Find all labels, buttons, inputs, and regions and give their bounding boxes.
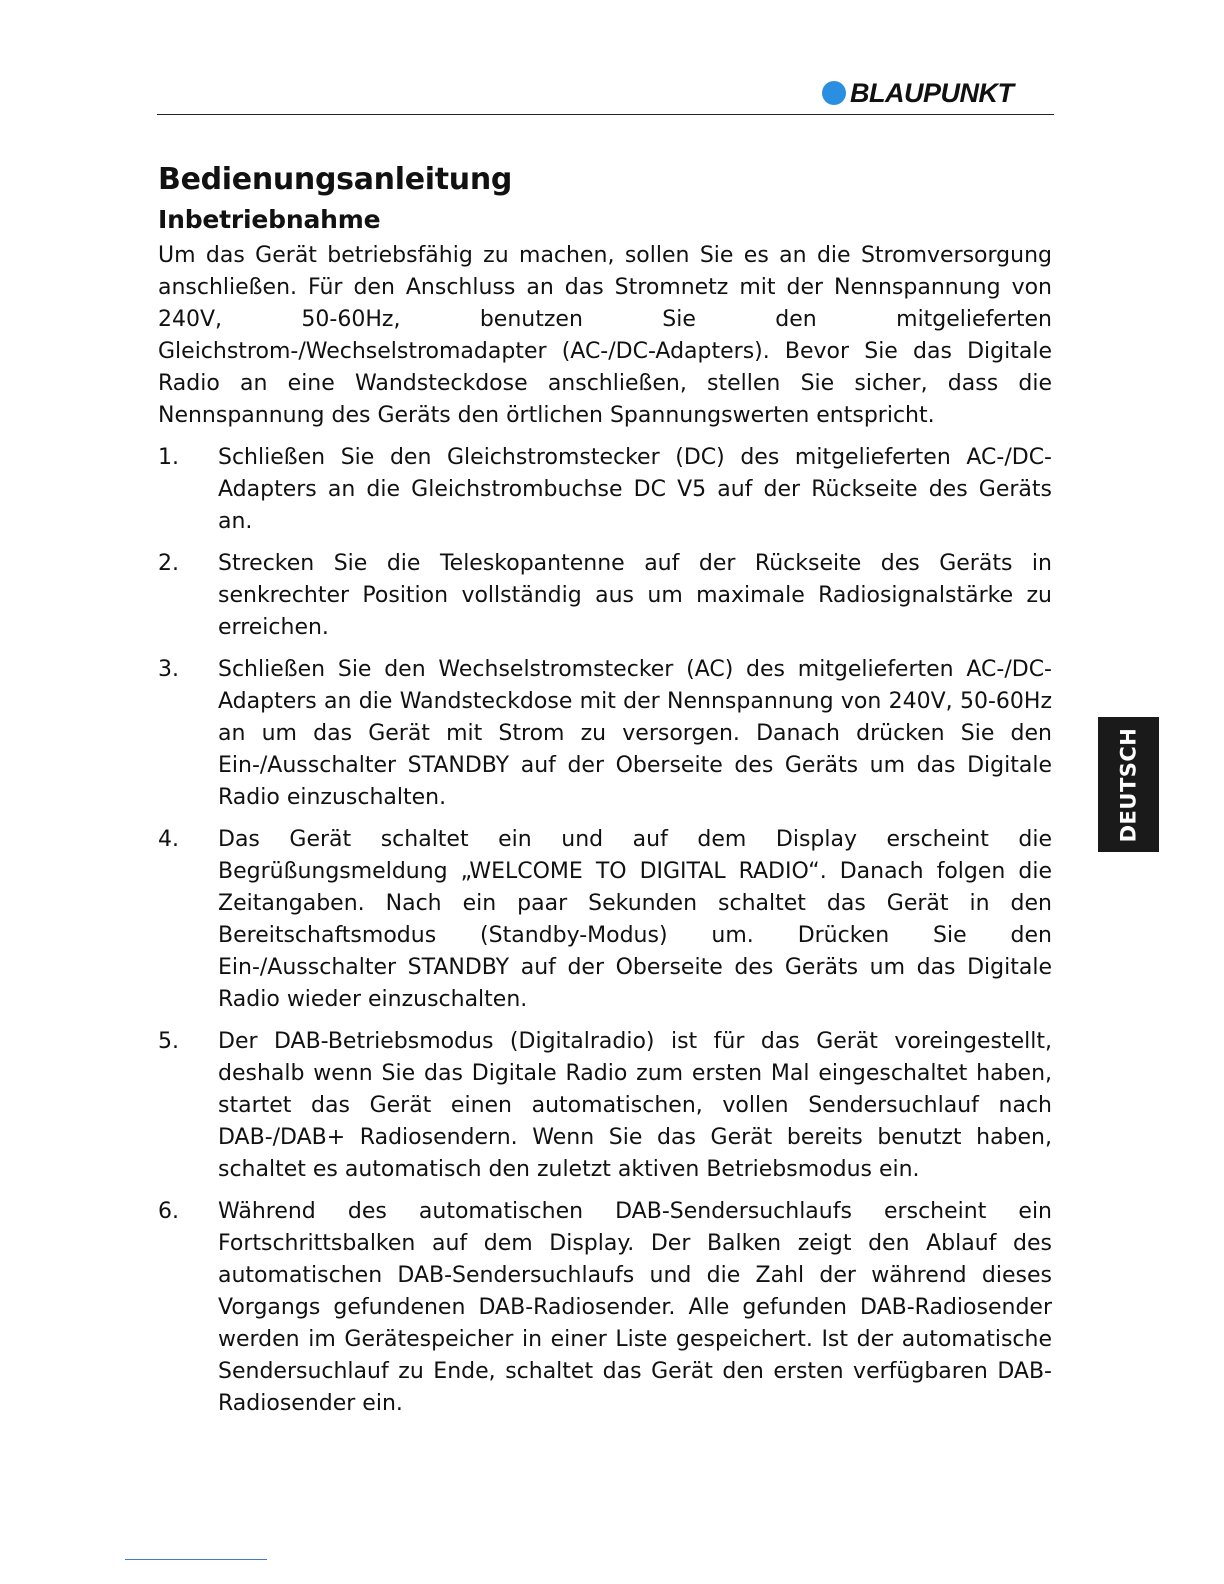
- section-title: Inbetriebnahme: [158, 205, 381, 234]
- intro-paragraph: Um das Gerät betriebsfähig zu machen, sollen Sie es an die Stromversorgung anschließen. Für den Anschluss an das Stromnetz mit der Nennspannung von 240V, 50-60Hz, benutzen Sie den mitgelieferten Gleichstrom-/Wechselstromadapter (AC-/DC-Adapters). Bevor Sie das Digitale Radio an eine Wandsteckdose anschließen, stellen Sie sicher, dass die Nennspannung des Geräts den örtlichen Spannungswerten entspricht.: [158, 243, 1052, 428]
- step-number: 5.: [158, 1029, 179, 1054]
- step-number: 3.: [158, 657, 179, 682]
- step-item: [158, 824, 1052, 1016]
- brand-name: BLAUPUNKT: [850, 77, 1014, 108]
- step-text: Das Gerät schaltet ein und auf dem Display erscheint die Begrüßungsmeldung „WELCOME TO DIGITAL RADIO“. Danach folgen die Zeitangaben. Nach ein paar Sekunden schaltet das Gerät in den Bereitschaftsmodus (Standby-Modus) um. Drücken Sie den Ein-/Ausschalter STANDBY auf der Oberseite des Geräts um das Digitale Radio wieder einzuschalten.: [218, 827, 1052, 1012]
- step-number: 1.: [158, 445, 179, 470]
- step-item: [158, 1026, 1052, 1186]
- step-text: Während des automatischen DAB-Sendersuchlaufs erscheint ein Fortschrittsbalken auf dem Display. Der Balken zeigt den Ablauf des automatischen DAB-Sendersuchlaufs und die Zahl der während dieses Vorgangs gefundenen DAB-Radiosender. Alle gefunden DAB-Radiosender werden im Gerätespeicher in einer Liste gespeichert. Ist der automatische Sendersuchlauf zu Ende, schaltet das Gerät den ersten verfügbaren DAB-Radiosender ein.: [218, 1199, 1052, 1416]
- step-item: [158, 654, 1052, 814]
- page-content: [158, 158, 1052, 1430]
- language-tab-label: DEUTSCH: [1116, 727, 1141, 842]
- steps-list: [158, 442, 1052, 1420]
- step-text: Schließen Sie den Gleichstromstecker (DC) des mitgelieferten AC-/DC-Adapters an die Gleichstrombuchse DC V5 auf der Rückseite des Geräts an.: [218, 445, 1052, 534]
- step-item: [158, 548, 1052, 644]
- header-divider: [157, 114, 1054, 115]
- step-item: [158, 442, 1052, 538]
- brand-dot-icon: [822, 81, 846, 105]
- footer-divider: [125, 1559, 267, 1560]
- step-number: 2.: [158, 551, 179, 576]
- step-text: Strecken Sie die Teleskopantenne auf der Rückseite des Geräts in senkrechter Position vollständig aus um maximale Radiosignalstärke zu erreichen.: [218, 551, 1052, 640]
- brand-logo: [822, 76, 1014, 110]
- language-tab: [1098, 717, 1159, 852]
- page-title: Bedienungsanleitung: [158, 162, 513, 197]
- step-number: 6.: [158, 1199, 179, 1224]
- step-item: [158, 1196, 1052, 1420]
- step-text: Schließen Sie den Wechselstromstecker (AC) des mitgelieferten AC-/DC-Adapters an die Wandsteckdose mit der Nennspannung von 240V, 50-60Hz an um das Gerät mit Strom zu versorgen. Danach drücken Sie den Ein-/Ausschalter STANDBY auf der Oberseite des Geräts um das Digitale Radio einzuschalten.: [218, 657, 1052, 810]
- step-text: Der DAB-Betriebsmodus (Digitalradio) ist für das Gerät voreingestellt, deshalb wenn Sie das Digitale Radio zum ersten Mal eingeschaltet haben, startet das Gerät einen automatischen, vollen Sendersuchlauf nach DAB-/DAB+ Radiosendern. Wenn Sie das Gerät bereits benutzt haben, schaltet es automatisch den zuletzt aktiven Betriebsmodus ein.: [218, 1029, 1052, 1182]
- step-number: 4.: [158, 827, 179, 852]
